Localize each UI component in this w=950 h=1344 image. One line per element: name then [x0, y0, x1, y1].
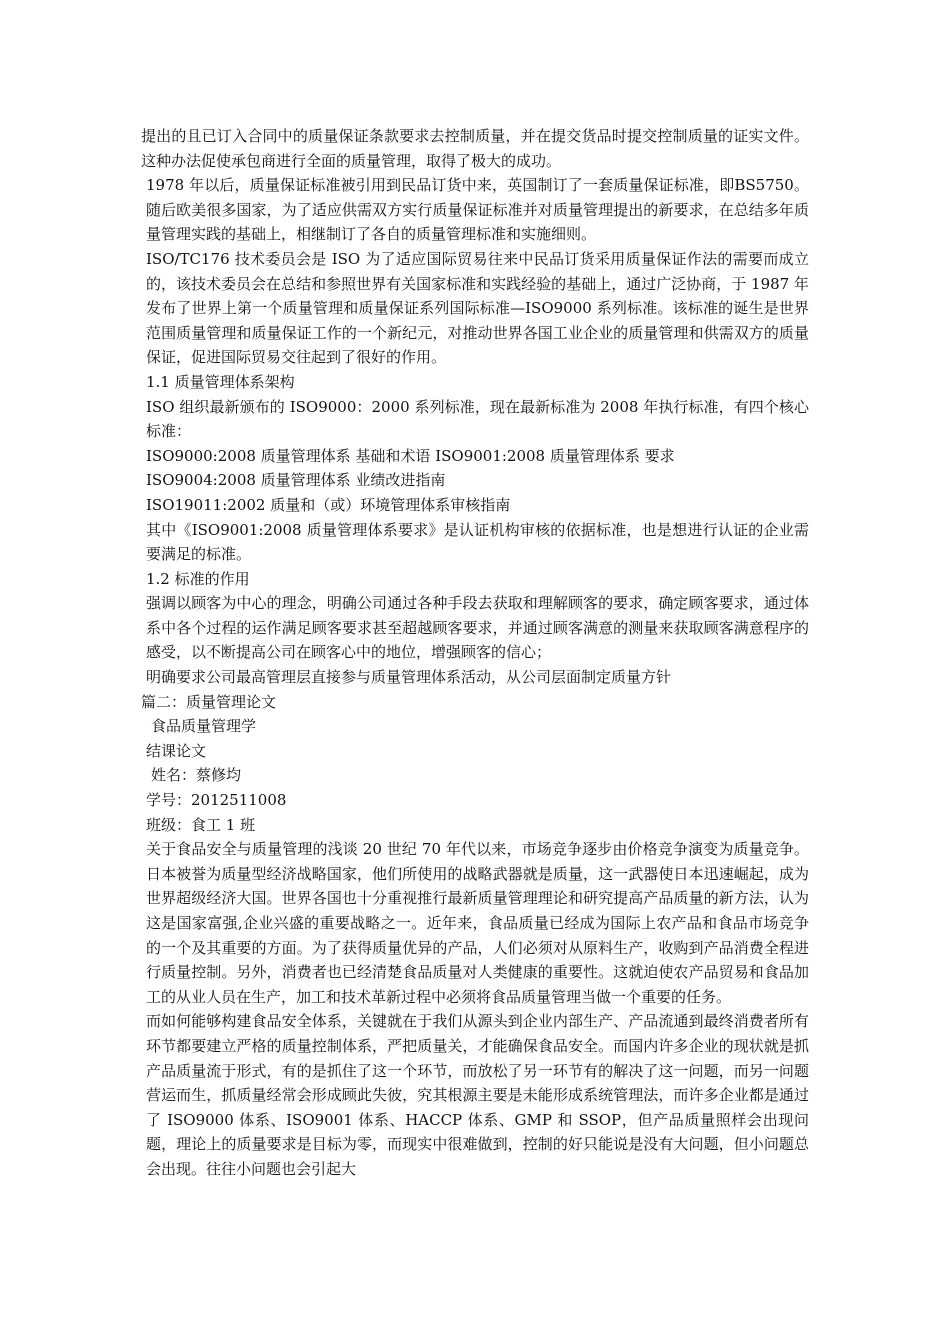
section-heading: 1.1 质量管理体系架构: [146, 372, 295, 391]
student-id: 学号：2012511008: [146, 791, 287, 810]
paragraph: 强调以顾客为中心的理念，明确公司通过各种手段去获取和理解顾客的要求，确定顾客要求，通过体系中各个过程的运作满足顾客要求甚至超越顾客要求，并通过顾客满意的测量来获取顾客满意程序的感受，以不断提高公司在顾客心中的地位，增强顾客的信心；: [146, 594, 809, 662]
paragraph: 提出的且已订入合同中的质量保证条款要求去控制质量，并在提交货品时提交控制质量的证实文件。这种办法促使承包商进行全面的质量管理，取得了极大的成功。: [141, 127, 809, 170]
list-item: ISO9000:2008 质量管理体系 基础和术语 ISO9001:2008 质量管理体系 要求: [146, 446, 675, 465]
paragraph: ISO/TC176 技术委员会是 ISO 为了适应国际贸易往来中民品订货采用质量保证作法的需要而成立的，该技术委员会在总结和参照世界有关国家标准和实践经验的基础上，通过广泛协商，于 1987 年发布了世界上第一个质量管理和质量保证系列国际标准—ISO9000 系列标准。该标准的诞生是世界范围质量管理和质量保证工作的一个新纪元，对推动世界各国工业企业的质量管理和供需双方的质量保证，促进国际贸易交往起到了很好的作用。: [146, 249, 809, 367]
class-name: 班级：食工 1 班: [146, 815, 256, 834]
paper-subtitle: 结课论文: [146, 741, 207, 760]
list-item: ISO19011:2002 质量和（或）环境管理体系审核指南: [146, 495, 511, 514]
paragraph: 而如何能够构建食品安全体系，关键就在于我们从源头到企业内部生产、产品流通到最终消费者所有环节都要建立严格的质量控制体系，严把质量关，才能确保食品安全。而国内许多企业的现状就是抓产品质量流于形式，有的是抓住了这一个环节，而放松了另一环节有的解决了这一问题，而另一问题营运而生，抓质量经常会形成顾此失彼，究其根源主要是未能形成系统管理法，而许多企业都是通过了 ISO9000 体系、ISO9001 体系、HACCP 体系、GMP 和 SSOP，但产品质量照样会出现问题，理论上的质量要求是目标为零，而现实中很难做到，控制的好只能说是没有大问题，但小问题总会出现。往往小问题也会引起大: [146, 1012, 809, 1178]
paragraph: 关于食品安全与质量管理的浅谈 20 世纪 70 年代以来，市场竞争逐步由价格竞争演变为质量竞争。日本被誉为质量型经济战略国家，他们所使用的战略武器就是质量，这一武器使日本迅速崛起，成为世界超级经济大国。世界各国也十分重视推行最新质量管理理论和研究提高产品质量的新方法，认为这是国家富强,企业兴盛的重要战略之一。近年来，食品质量已经成为国际上农产品和食品市场竞争的一个及其重要的方面。为了获得质量优异的产品，人们必须对从原料生产，收购到产品消费全程进行质量控制。另外，消费者也已经清楚食品质量对人类健康的重要性。这就迫使农产品贸易和食品加工的从业人员在生产，加工和技术革新过程中必须将食品质量管理当做一个重要的任务。: [146, 840, 809, 1006]
section-heading: 1.2 标准的作用: [146, 569, 250, 588]
paragraph: 明确要求公司最高管理层直接参与质量管理体系活动，从公司层面制定质量方针: [146, 668, 672, 687]
paragraph: ISO 组织最新颁布的 ISO9000：2000 系列标准，现在最新标准为 2008 年执行标准，有四个核心标准：: [146, 397, 809, 441]
paragraph: 1978 年以后，质量保证标准被引用到民品订货中来，英国制订了一套质量保证标准，即BS5750。随后欧美很多国家，为了适应供需双方实行质量保证标准并对质量管理提出的新要求，在总结多年质量管理实践的基础上，相继制订了各自的质量管理标准和实施细则。: [146, 176, 809, 244]
paper-title: 食品质量管理学: [151, 717, 257, 736]
paragraph: 其中《ISO9001:2008 质量管理体系要求》是认证机构审核的依据标准，也是想进行认证的企业需要满足的标准。: [146, 520, 809, 564]
author-name: 姓名：蔡修均: [151, 766, 242, 785]
document-body: [141, 124, 809, 1182]
list-item: ISO9004:2008 质量管理体系 业绩改进指南: [146, 471, 446, 490]
chapter-heading: 篇二：质量管理论文: [141, 692, 277, 711]
